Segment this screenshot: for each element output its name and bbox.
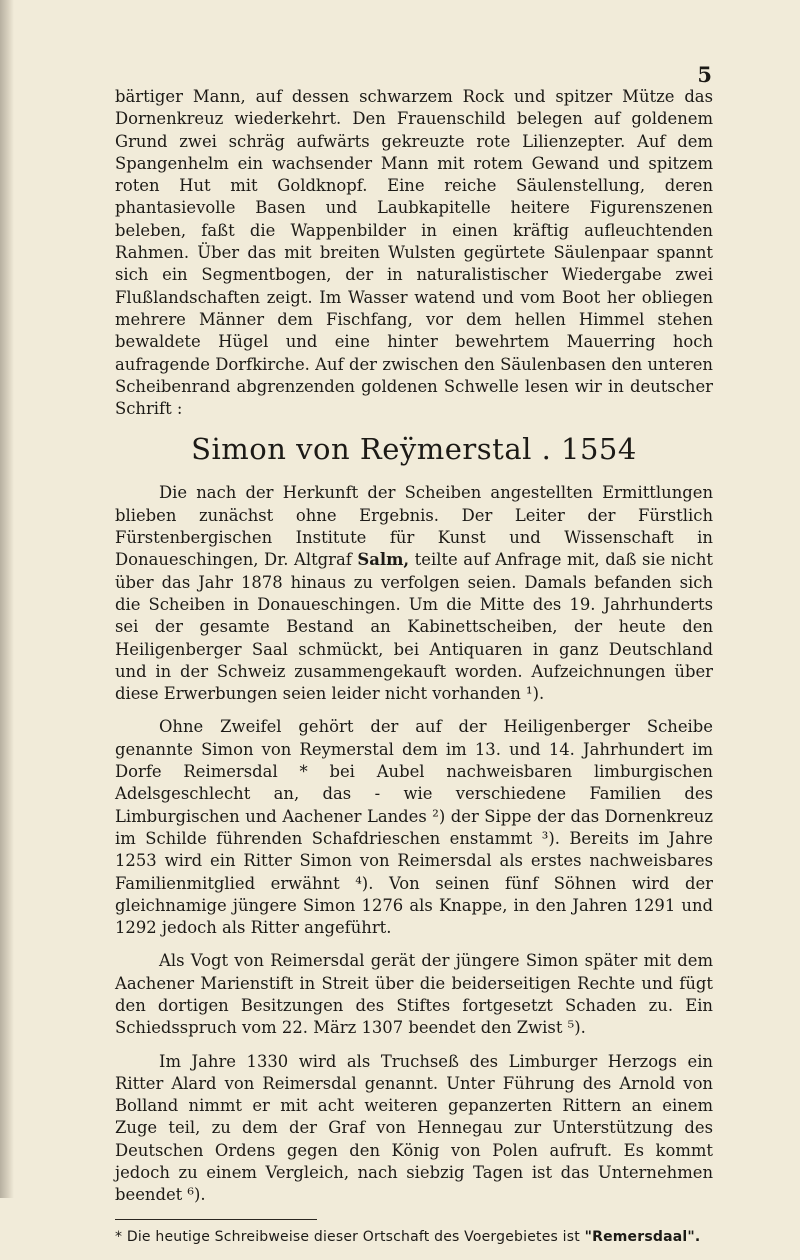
- name-salm: Salm,: [357, 550, 410, 570]
- book-binding-shadow: [0, 0, 14, 1198]
- page-body: [115, 86, 713, 1260]
- page-number: 5: [697, 62, 712, 87]
- footnote-divider: [115, 1219, 317, 1220]
- footnote-term: "Remersdaal".: [584, 1228, 701, 1245]
- paragraph-3: Ohne Zweifel gehört der auf der Heiligenberger Scheibe genannte Simon von Reymerstal dem im 13. und 14. Jahrhundert im Dorfe Reimersdal * bei Aubel nachweisbaren limburgischen Adelsgeschlecht an, das - wie verschiedene Familien des Limburgischen und Aachener Landes ²) der Sippe der das Dornenkreuz im Schilde führenden Schafdrieschen enstammt ³). Bereits im Jahre 1253 wird ein Ritter Simon von Reimersdal als erstes nachweisbares Familienmitglied erwähnt ⁴). Von seinen fünf Söhnen wird der gleichnamige jüngere Simon 1276 als Knappe, in den Jahren 1291 und 1292 jedoch als Ritter angeführt.: [115, 717, 713, 938]
- paragraph-1: bärtiger Mann, auf dessen schwarzem Rock und spitzer Mütze das Dornenkreuz wiederkehrt. Den Frauenschild belegen auf goldenem Grund zwei schräg aufwärts gekreuzte rote Lilienzepter. Auf dem Spangenhelm ein wachsender Mann mit rotem Gewand und spitzem roten Hut mit Goldknopf. Eine reiche Säulenstellung, deren phantasievolle Basen und Laubkapitelle heitere Figurenszenen beleben, faßt die Wappenbilder in einen kräftig aufleuchtenden Rahmen. Über das mit breiten Wulsten gegürtete Säulenpaar spannt sich ein Segmentbogen, der in naturalistischer Wiedergabe zwei Flußlandschaften zeigt. Im Wasser watend und vom Boot her obliegen mehrere Männer dem Fischfang, vor dem hellen Himmel stehen bewaldete Hügel und eine hinter bewehrtem Mauerring hoch aufragende Dorfkirche. Auf der zwischen den Säulenbasen den unteren Scheibenrand abgrenzenden goldenen Schwelle lesen wir in deutscher Schrift :: [115, 87, 713, 419]
- paragraph-4: Als Vogt von Reimersdal gerät der jüngere Simon später mit dem Aachener Marienstift in Streit über die beiderseitigen Rechte und fügt den dortigen Besitzungen des Stiftes fortgesetzt Schaden zu. Ein Schiedsspruch vom 22. März 1307 beendet den Zwist ⁵).: [115, 951, 713, 1038]
- paragraph-2: [115, 482, 713, 705]
- paragraph-5: Im Jahre 1330 wird als Truchseß des Limburger Herzogs ein Ritter Alard von Reimersdal genannt. Unter Führung des Arnold von Bolland nimmt er mit acht weiteren gepanzerten Rittern an einem Zuge teil, zu dem der Graf von Hennegau zur Unterstützung des Deutschen Ordens gegen den König von Polen aufruft. Es kommt jedoch zu einem Vergleich, nach siebzig Tagen ist das Unternehmen beendet ⁶).: [115, 1051, 713, 1205]
- footnote-text: * Die heutige Schreibweise dieser Ortschaft des Voergebietes ist: [115, 1228, 585, 1245]
- footnote: [115, 1228, 713, 1246]
- inscription-title: Simon von Reÿmerstal . 1554: [191, 432, 637, 467]
- paragraph-2-start: Die nach der Herkunft der Scheiben angestellten Ermittlungen blieben zunächst ohne Ergebnis. Der Leiter der Fürstlich Fürstenbergischen Institute für Kunst und Wissenschaft in Donaueschingen, Dr. Altgraf: [115, 483, 713, 570]
- paragraph-2-rest: teilte auf Anfrage mit, daß sie nicht über das Jahr 1878 hinaus zu verfolgen seien. Damals befanden sich die Scheiben in Donaueschingen. Um die Mitte des 19. Jahrhunderts sei der gesamte Bestand an Kabinettscheiben, der heute den Heiligenberger Saal schmückt, bei Antiquaren in ganz Deutschland und in der Schweiz zusammengekauft worden. Aufzeichnungen über diese Erwerbungen seien leider nicht vorhanden ¹).: [115, 550, 713, 704]
